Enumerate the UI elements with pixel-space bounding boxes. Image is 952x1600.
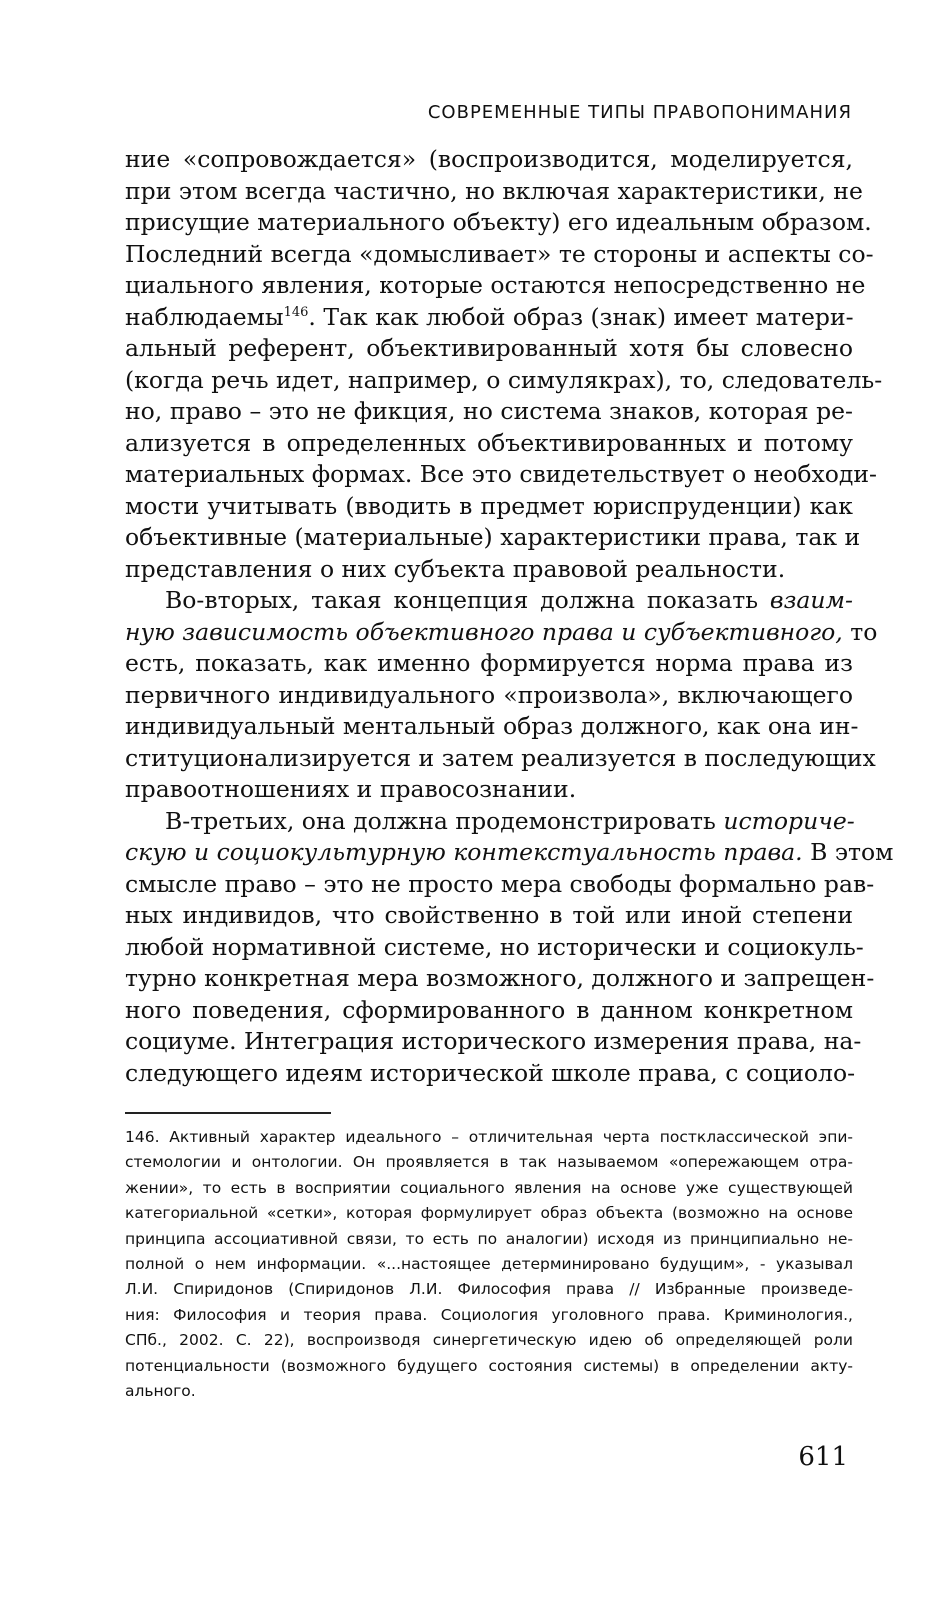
footnote-line: полной о нем информации. «...настоящее детерминировано будущим», - указывал bbox=[125, 1254, 853, 1273]
footnote-line: жении», то есть в восприятии социального явления на основе уже существующей bbox=[125, 1178, 853, 1197]
body-line: присущие материального объекту) его идеальным образом. bbox=[125, 208, 872, 236]
body-line: любой нормативной системе, но исторически и социокуль- bbox=[125, 932, 864, 961]
line-text: В-третьих, она должна продемонстрировать bbox=[165, 806, 724, 835]
body-line: мости учитывать (вводить в предмет юриспруденции) как bbox=[125, 491, 853, 520]
italic-text: скую и социокультурную контекстуальность права. bbox=[125, 838, 803, 866]
line-text: . Так как любой образ (знак) имеет матери- bbox=[308, 302, 854, 331]
running-header: СОВРЕМЕННЫЕ ТИПЫ ПРАВОПОНИМАНИЯ bbox=[427, 102, 852, 123]
body-line: социуме. Интеграция исторического измерения права, на- bbox=[125, 1027, 862, 1055]
line-text: наблюдаемы bbox=[125, 302, 284, 331]
body-line: объективные (материальные) характеристики права, так и bbox=[125, 523, 861, 551]
body-line: ституционализируется и затем реализуется в последующих bbox=[125, 743, 876, 772]
footnote-reference: 146 bbox=[283, 304, 309, 320]
body-line: представления о них субъекта правовой реальности. bbox=[125, 554, 786, 583]
footnote-line: ния: Философия и теория права. Социология уголовного права. Криминология., bbox=[125, 1305, 853, 1324]
line-text: то bbox=[842, 617, 878, 646]
body-line: при этом всегда частично, но включая характеристики, не bbox=[125, 176, 863, 205]
body-line: турно конкретная мера возможного, должного и запрещен- bbox=[125, 964, 875, 992]
body-line bbox=[125, 806, 853, 838]
body-text bbox=[125, 144, 894, 1089]
body-line: ние «сопровождается» (воспроизводится, моделируется, bbox=[125, 145, 853, 173]
footnote-line: СПб., 2002. С. 22), воспроизводя синергетическую идею об определяющей роли bbox=[125, 1331, 853, 1350]
footnote-line: категориальной «сетки», которая формулирует образ объекта (возможно на основе bbox=[125, 1204, 853, 1223]
footnote-line: Л.И. Спиридонов (Спиридонов Л.И. Философия права // Избранные произведе- bbox=[125, 1280, 853, 1299]
footnote-line: ального. bbox=[125, 1381, 196, 1400]
footnote-divider bbox=[125, 1112, 331, 1114]
line-text: В этом bbox=[802, 838, 894, 866]
body-line bbox=[125, 837, 894, 869]
footnote-line: стемологии и онтологии. Он проявляется в так называемом «опережающем отра- bbox=[125, 1153, 853, 1172]
body-line: смысле право – это не просто мера свободы формально рав- bbox=[125, 869, 875, 898]
body-line: материальных формах. Все это свидетельствует о необходи- bbox=[125, 460, 877, 488]
body-line: первичного индивидуального «произвола», включающего bbox=[125, 680, 853, 709]
body-line: ных индивидов, что свойственно в той или иной степени bbox=[125, 901, 853, 929]
footnote-line: потенциальности (возможного будущего состояния системы) в определении акту- bbox=[125, 1356, 853, 1375]
italic-text: ную зависимость объективного права и субъективного, bbox=[125, 617, 843, 646]
body-line: ализуется в определенных объективированных и потому bbox=[125, 428, 853, 457]
italic-text: взаим- bbox=[769, 586, 853, 614]
body-line: циального явления, которые остаются непосредственно не bbox=[125, 271, 866, 299]
footnote bbox=[125, 1125, 853, 1404]
body-line: индивидуальный ментальный образ должного, как она ин- bbox=[125, 712, 859, 740]
body-line bbox=[125, 302, 853, 334]
body-line bbox=[125, 617, 878, 649]
body-line: правоотношениях и правосознании. bbox=[125, 775, 577, 803]
body-line: ного поведения, сформированного в данном конкретном bbox=[125, 995, 853, 1024]
body-line: Последний всегда «домысливает» те стороны и аспекты со- bbox=[125, 239, 874, 268]
body-line: (когда речь идет, например, о симулякрах), то, следователь- bbox=[125, 365, 883, 394]
page-number: 611 bbox=[798, 1442, 848, 1472]
footnote-line: 146. Активный характер идеального – отличительная черта постклассической эпи- bbox=[125, 1128, 853, 1146]
italic-text: историче- bbox=[723, 806, 855, 835]
body-line: следующего идеям исторической школе права, с социоло- bbox=[125, 1058, 856, 1087]
body-line: но, право – это не фикция, но система знаков, которая ре- bbox=[125, 397, 853, 425]
footnote-line: принципа ассоциативной связи, то есть по аналогии) исходя из принципиально не- bbox=[125, 1229, 853, 1248]
body-line: альный референт, объективированный хотя бы словесно bbox=[125, 334, 853, 362]
line-text: Во-вторых, такая концепция должна показать bbox=[165, 586, 770, 614]
body-line bbox=[125, 585, 853, 617]
body-line: есть, показать, как именно формируется норма права из bbox=[125, 649, 853, 677]
